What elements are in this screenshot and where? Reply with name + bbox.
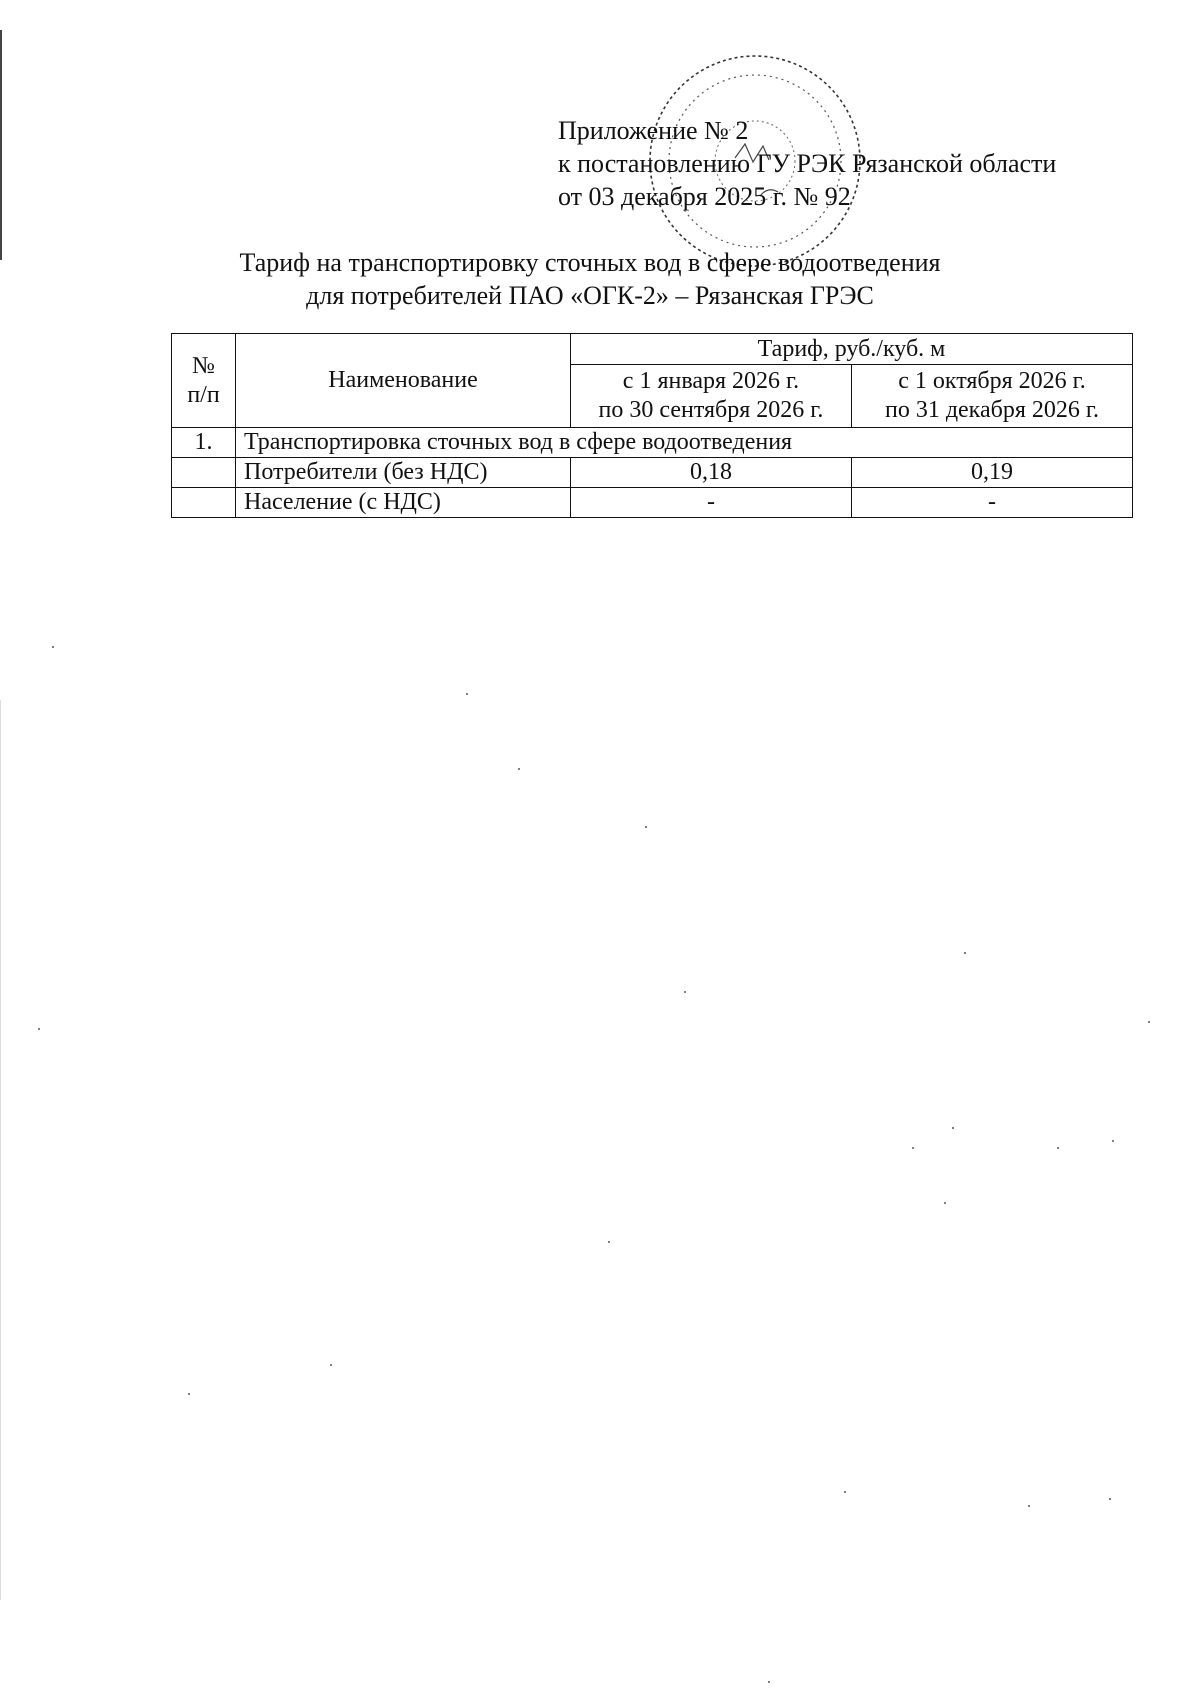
scan-speck: [466, 693, 468, 695]
scan-speck: [645, 826, 647, 828]
scan-edge-shadow: [0, 700, 1, 1600]
table-header-row: [172, 334, 1133, 365]
scan-speck: [1057, 1147, 1059, 1149]
header-name-label: Наименование: [328, 367, 478, 393]
row-period-2-value: 0,19: [852, 458, 1133, 488]
scan-speck: [188, 1393, 190, 1395]
table-row: [172, 488, 1133, 518]
scan-speck: [330, 1364, 332, 1366]
scan-speck: [1109, 1498, 1111, 1500]
row-num: 1.: [172, 428, 236, 458]
row-num: [172, 458, 236, 488]
table-row: [172, 428, 1133, 458]
scan-speck: [1028, 1505, 1030, 1507]
header-num-label: № п/п: [187, 352, 220, 408]
period-2-start: с 1 октября 2026 г.: [898, 368, 1086, 394]
scan-speck: [1112, 1140, 1114, 1142]
row-name: Население (с НДС): [236, 488, 571, 518]
scan-speck: [1148, 1021, 1150, 1023]
row-period-1-value: -: [571, 488, 852, 518]
scan-speck: [912, 1147, 914, 1149]
appendix-number: Приложение № 2: [558, 116, 749, 145]
header-tariff-group: [571, 334, 1133, 365]
scan-speck: [964, 952, 966, 954]
header-period-2: [852, 365, 1133, 428]
row-num: [172, 488, 236, 518]
scan-speck: [38, 1028, 40, 1030]
tariff-table: [171, 333, 1133, 518]
title-line-2: для потребителей ПАО «ОГК-2» – Рязанская ГРЭС: [306, 281, 874, 310]
row-name: Потребители (без НДС): [236, 458, 571, 488]
appendix-header: [558, 114, 1056, 213]
header-tariff-label: Тариф, руб./куб. м: [757, 335, 946, 362]
scan-speck: [944, 1202, 946, 1204]
scan-speck: [952, 1127, 954, 1129]
resolution-reference: к постановлению ГУ РЭК Рязанской области: [558, 149, 1057, 178]
period-1-start: с 1 января 2026 г.: [622, 368, 800, 394]
header-name: [236, 334, 571, 428]
scan-speck: [518, 768, 520, 770]
scan-speck: [608, 1241, 610, 1243]
row-name: Транспортировка сточных вод в сфере водоотведения: [236, 428, 1133, 458]
scan-speck: [684, 991, 686, 993]
scan-speck: [768, 1681, 770, 1683]
header-num: [172, 334, 236, 428]
header-period-1: [571, 365, 852, 428]
resolution-date: от 03 декабря 2025 г. № 92: [558, 182, 851, 211]
period-1-end: по 30 сентября 2026 г.: [598, 397, 824, 423]
document-title: [180, 246, 1000, 312]
period-2-end: по 31 декабря 2026 г.: [884, 397, 1100, 423]
scan-speck: [844, 1491, 846, 1493]
scan-speck: [52, 646, 54, 648]
row-period-1-value: 0,18: [571, 458, 852, 488]
table-row: [172, 458, 1133, 488]
title-line-1: Тариф на транспортировку сточных вод в сфере водоотведения: [239, 248, 941, 277]
scan-edge-mark: [0, 30, 2, 260]
row-period-2-value: -: [852, 488, 1133, 518]
